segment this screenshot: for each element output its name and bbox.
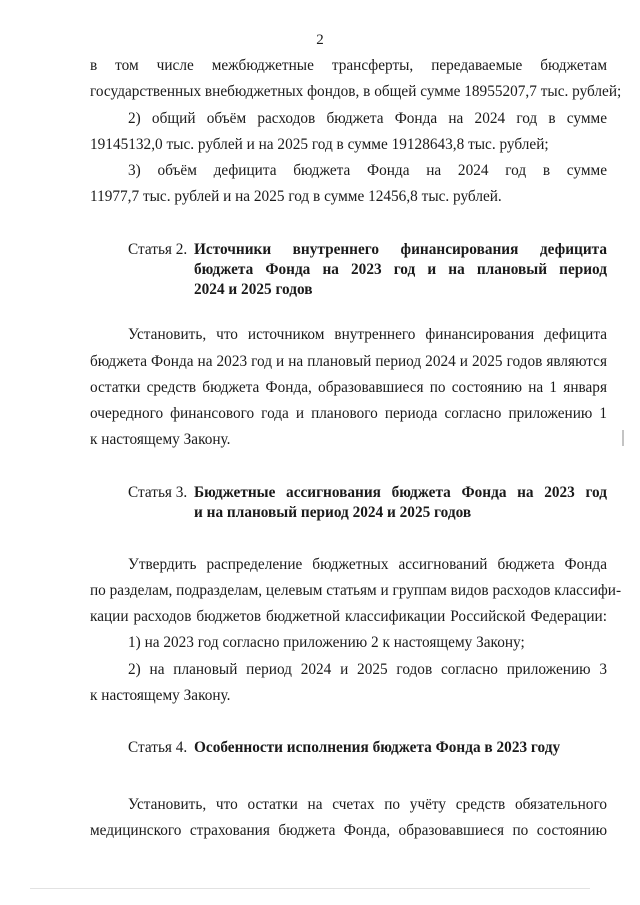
article-title-line: Источники внутреннего финансирования дефицита bbox=[194, 241, 607, 258]
scan-artifact bbox=[30, 888, 590, 889]
paragraph-line: очередного финансового года и планового периода согласно приложению 1 bbox=[90, 405, 607, 422]
paragraph-line: Утвердить распределение бюджетных ассигнований бюджета Фонда bbox=[128, 556, 607, 573]
list-item-line: 11977,7 тыс. рублей и на 2025 год в сумме 12456,8 тыс. рублей. bbox=[90, 188, 502, 205]
article-2-title bbox=[194, 240, 607, 300]
paragraph-line: государственных внебюджетных фондов, в общей сумме 18955207,7 тыс. рублей; bbox=[90, 83, 622, 100]
list-item-line: к настоящему Закону. bbox=[90, 687, 231, 704]
article-4-title bbox=[194, 738, 607, 758]
list-item-line: 2) на плановый период 2024 и 2025 годов согласно приложению 3 bbox=[128, 661, 607, 678]
paragraph-line: к настоящему Закону. bbox=[90, 431, 231, 448]
article-4-label: Статья 4. bbox=[128, 739, 188, 756]
article-2-label: Статья 2. bbox=[128, 241, 188, 258]
article-title-line: Бюджетные ассигнования бюджета Фонда на 2023 год bbox=[194, 484, 607, 501]
list-item-line: 19145132,0 тыс. рублей и на 2025 год в сумме 19128643,8 тыс. рублей; bbox=[90, 136, 549, 153]
paragraph-line: Установить, что источником внутреннего финансирования дефицита bbox=[128, 326, 607, 343]
list-item-line: 3) объём дефицита бюджета Фонда на 2024 год в сумме bbox=[128, 162, 607, 179]
article-3-label: Статья 3. bbox=[128, 484, 188, 501]
paragraph-line: остатки средств бюджета Фонда, образовавшиеся по состоянию на 1 января bbox=[90, 379, 607, 396]
paragraph-line: бюджета Фонда на 2023 год и на плановый период 2024 и 2025 годов являются bbox=[90, 353, 607, 370]
paragraph-line: кации расходов бюджетов бюджетной классификации Российской Федерации: bbox=[90, 608, 607, 625]
paragraph-line: медицинского страхования бюджета Фонда, образовавшиеся по состоянию bbox=[90, 822, 607, 839]
paragraph-line: в том числе межбюджетные трансферты, передаваемые бюджетам bbox=[90, 57, 607, 74]
article-title-line: и на плановый период 2024 и 2025 годов bbox=[194, 504, 472, 521]
article-3-title bbox=[194, 483, 607, 523]
article-title-line: 2024 и 2025 годов bbox=[194, 281, 313, 298]
article-title-line: Особенности исполнения бюджета Фонда в 2023 году bbox=[194, 739, 561, 756]
scan-artifact bbox=[622, 430, 624, 446]
paragraph-line: по разделам, подразделам, целевым статьям и группам видов расходов классифи- bbox=[90, 582, 622, 599]
paragraph-line: Установить, что остатки на счетах по учёту средств обязательного bbox=[128, 796, 607, 813]
page-number: 2 bbox=[316, 32, 324, 48]
list-item-line: 1) на 2023 год согласно приложению 2 к настоящему Закону; bbox=[128, 634, 525, 651]
list-item-line: 2) общий объём расходов бюджета Фонда на 2024 год в сумме bbox=[128, 110, 607, 127]
article-title-line: бюджета Фонда на 2023 год и на плановый период bbox=[194, 261, 607, 278]
